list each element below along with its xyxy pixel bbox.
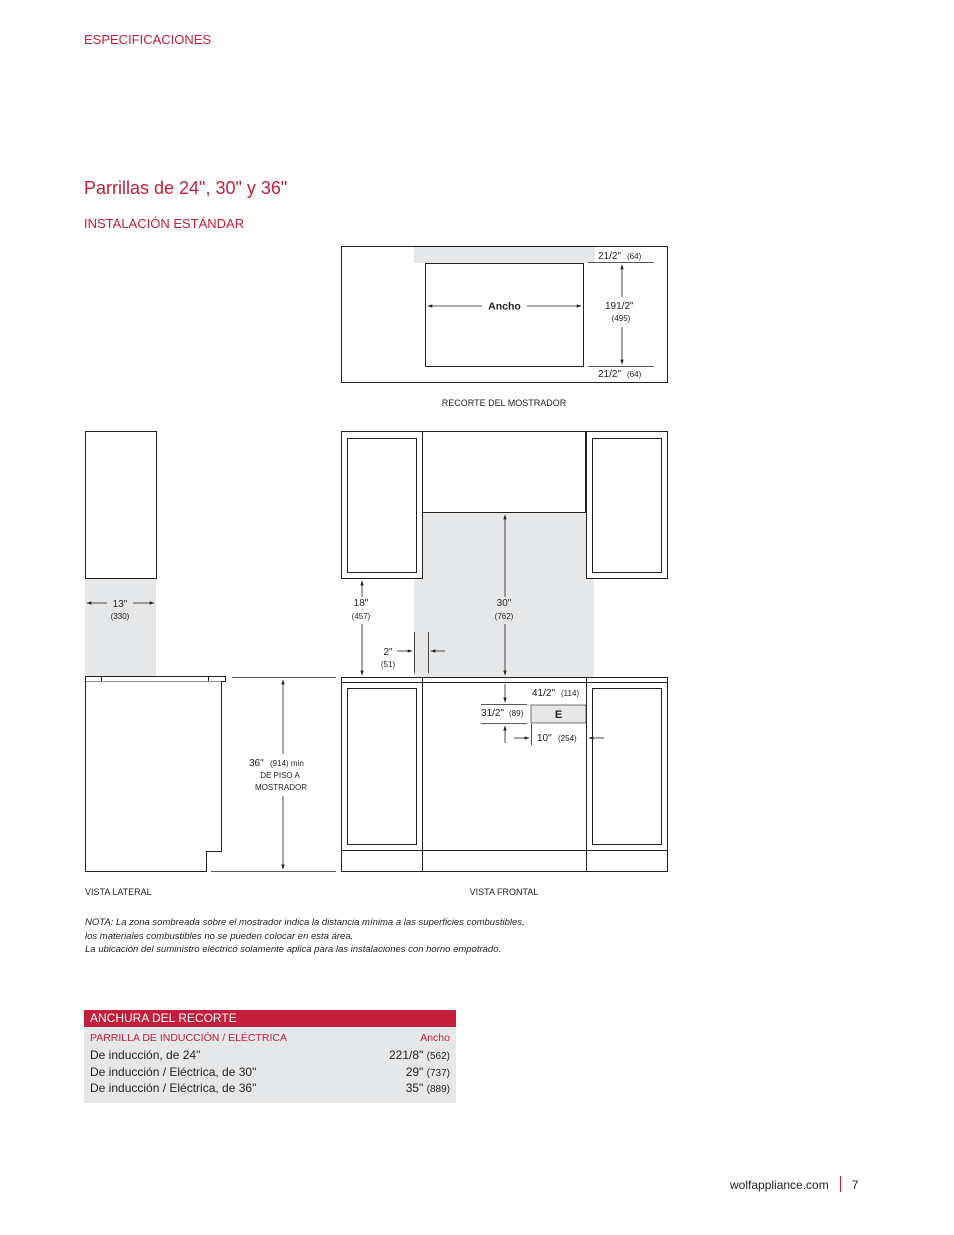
cutout-width-label: Ancho xyxy=(488,300,521,313)
table-header-row xyxy=(90,1030,450,1047)
cutout-width-table xyxy=(84,1010,456,1103)
page-number: 7 xyxy=(851,1178,859,1192)
dim-13-mm: (330) xyxy=(110,612,130,621)
col-model-header: PARRILLA DE INDUCCIÓN / ELÉCTRICA xyxy=(90,1032,288,1044)
dim-10: 10" xyxy=(537,733,552,744)
side-view-label: VISTA LATERAL xyxy=(85,887,152,897)
col-width-header: Ancho xyxy=(420,1032,450,1044)
dim-30-mm: (762) xyxy=(494,612,514,621)
dim-18: 18" xyxy=(353,598,369,609)
row-width: 221/8" (562) xyxy=(389,1048,450,1062)
table-title: ANCHURA DEL RECORTE xyxy=(84,1010,456,1027)
dim-4-5-mm: (114) xyxy=(561,689,580,698)
note-line-3: La ubicación del suministro eléctrico solamente aplica para las instalaciones con horno empotrado. xyxy=(85,944,502,955)
row-width: 35" (889) xyxy=(405,1081,450,1095)
table-body xyxy=(84,1027,456,1103)
dim-3-5-mm: (89) xyxy=(509,709,524,718)
table-row xyxy=(90,1080,450,1097)
footer-separator xyxy=(840,1176,841,1192)
dim-3-5: 31/2" xyxy=(481,708,505,719)
row-model: De inducción, de 24" xyxy=(90,1048,201,1062)
table-row xyxy=(90,1064,450,1081)
note-line-1: NOTA: La zona sombreada sobre el mostrador indica la distancia mínima a las superficies combustibles, xyxy=(85,917,525,928)
dim-2: 2" xyxy=(383,647,393,658)
countertop-view-label: RECORTE DEL MOSTRADOR xyxy=(441,398,567,408)
dim-36-note-1: DE PISO A xyxy=(260,771,300,780)
dim-top-mm: (64) xyxy=(627,252,642,261)
dim-2-mm: (51) xyxy=(380,660,396,669)
footer xyxy=(730,1176,858,1192)
section-label: ESPECIFICACIONES xyxy=(84,32,212,47)
dim-depth: 191/2" xyxy=(605,301,634,312)
notes xyxy=(85,916,525,957)
front-view-label: VISTA FRONTAL xyxy=(469,887,539,897)
dim-bottom: 21/2" xyxy=(598,369,622,380)
row-model: De inducción / Eléctrica, de 30" xyxy=(90,1064,257,1079)
dim-top: 21/2" xyxy=(598,251,622,262)
page-title: Parrillas de 24", 30" y 36" xyxy=(84,178,288,198)
side-view xyxy=(85,432,336,898)
dim-10-mm: (254) xyxy=(558,734,577,743)
dim-36: 36" xyxy=(249,758,264,769)
front-view xyxy=(342,432,668,898)
dim-4-5: 41/2" xyxy=(532,688,556,699)
table-row xyxy=(90,1047,450,1064)
note-line-2: los materiales combustibles no se pueden colocar en esta área. xyxy=(85,930,354,942)
dim-bottom-mm: (64) xyxy=(627,370,642,379)
row-width: 29" (737) xyxy=(405,1064,450,1079)
dim-18-mm: (457) xyxy=(351,612,371,621)
page-subtitle: INSTALACIÓN ESTÁNDAR xyxy=(84,216,245,231)
row-model: De inducción / Eléctrica, de 36" xyxy=(90,1081,257,1095)
dim-13: 13" xyxy=(112,599,128,610)
dim-30: 30" xyxy=(496,598,512,609)
countertop-cutout-view xyxy=(342,247,668,409)
website-link[interactable]: wolfappliance.com xyxy=(730,1178,829,1192)
dim-depth-mm: (495) xyxy=(611,314,631,323)
outlet-label: E xyxy=(554,709,563,721)
dim-36-note-2: MOSTRADOR xyxy=(255,783,307,792)
dim-36-mm: (914) min xyxy=(270,759,304,768)
